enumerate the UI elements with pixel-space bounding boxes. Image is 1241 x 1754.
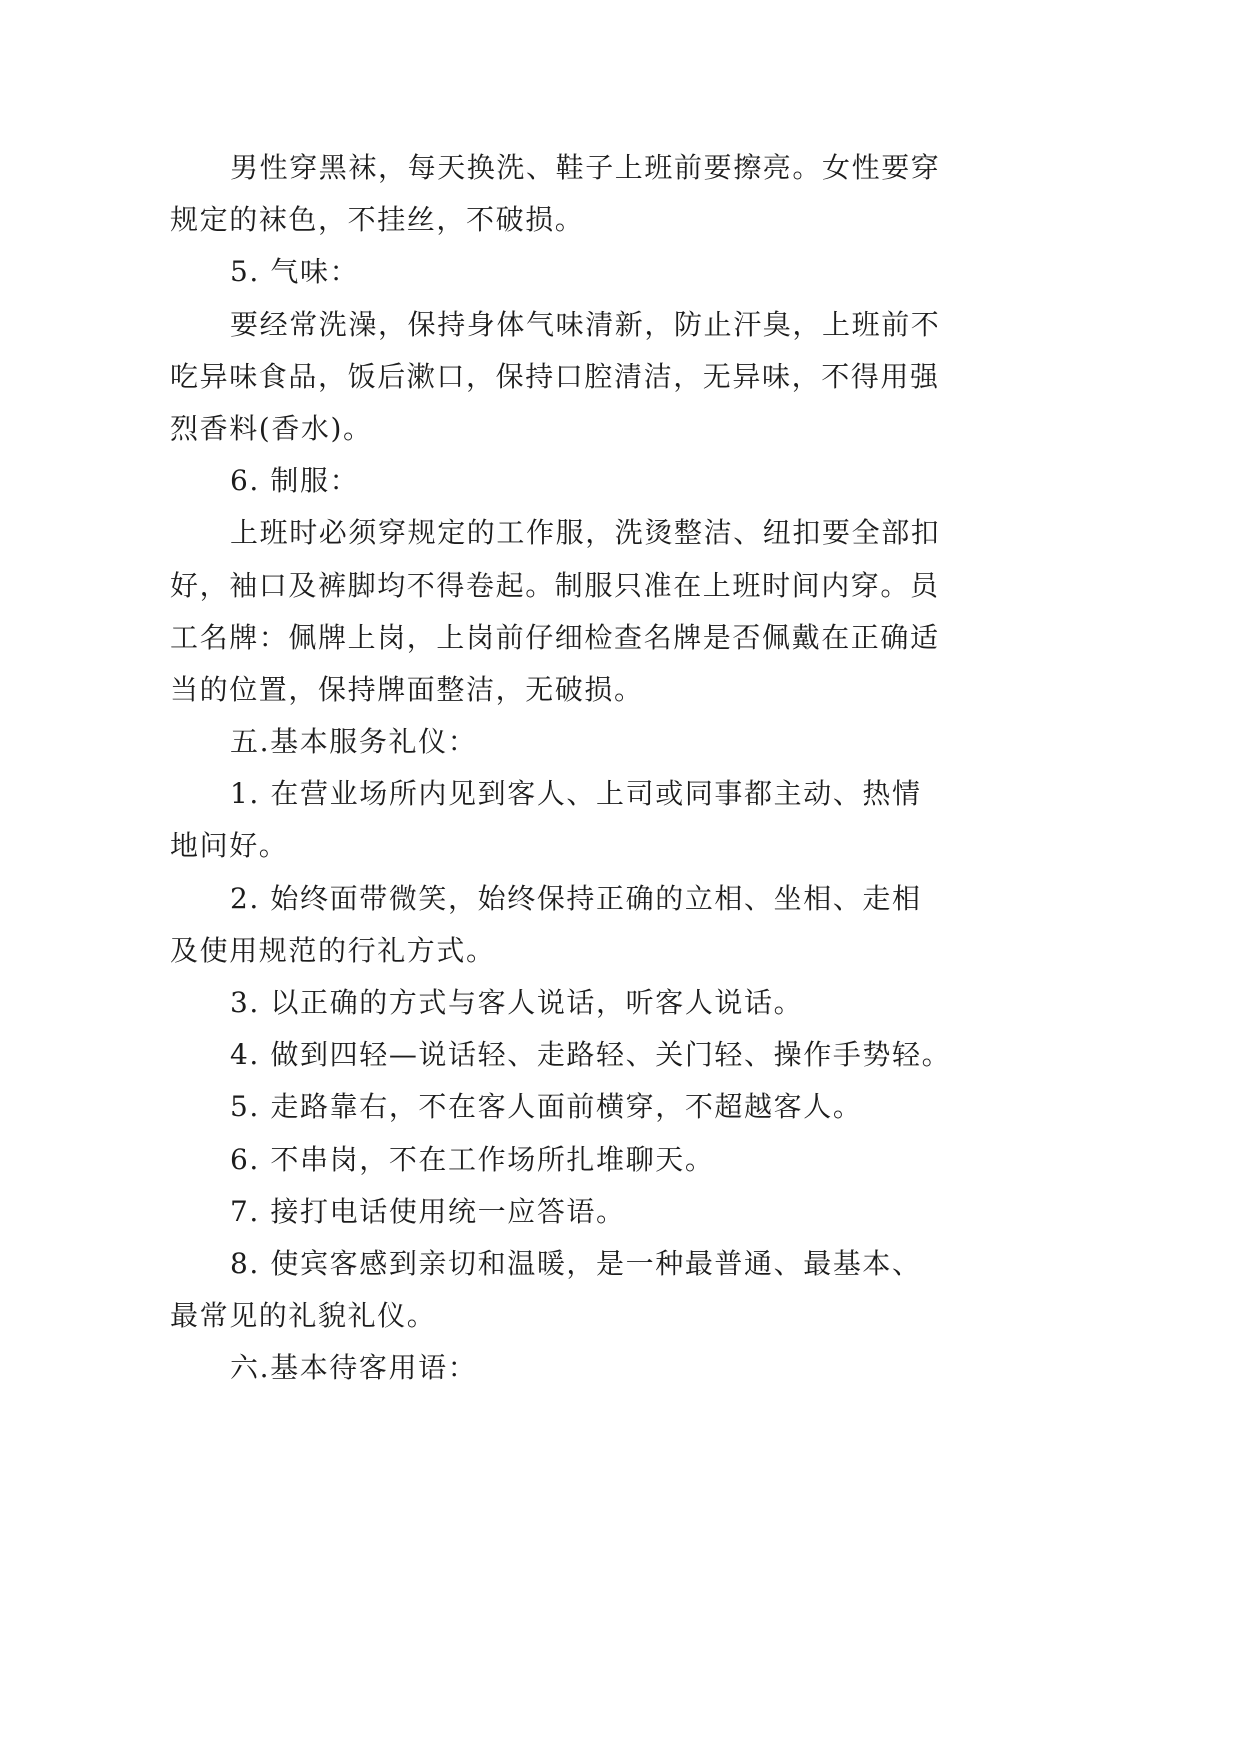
- text-line: 男性穿黑袜，每天换洗、鞋子上班前要擦亮。女性要穿: [230, 151, 941, 184]
- heading-smell: [170, 246, 1041, 298]
- section-heading-service-etiquette: [170, 716, 1041, 768]
- list-item: [170, 1081, 1041, 1133]
- text-line: 6. 不串岗，不在工作场所扎堆聊天。: [230, 1142, 715, 1176]
- text-line: 7. 接打电话使用统一应答语。: [230, 1194, 626, 1228]
- text-line: 2. 始终面带微笑，始终保持正确的立相、坐相、走相: [230, 881, 922, 915]
- text-line: 最常见的礼貌礼仪。: [170, 1299, 437, 1333]
- text-line: 6. 制服：: [230, 464, 360, 498]
- list-item: [170, 977, 1041, 1029]
- text-line: 地问好。: [170, 829, 289, 863]
- text-line: 规定的袜色，不挂丝，不破损。: [170, 203, 585, 237]
- text-line: 六.基本待客用语：: [230, 1351, 478, 1385]
- paragraph-socks: [170, 142, 1041, 246]
- text-line: 五.基本服务礼仪：: [230, 725, 478, 759]
- text-line: 好，袖口及裤脚均不得卷起。制服只准在上班时间内穿。员: [170, 568, 940, 602]
- text-line: 吃异味食品，饭后漱口，保持口腔清洁，无异味，不得用强: [170, 359, 940, 393]
- text-line: 上班时必须穿规定的工作服，洗烫整洁、纽扣要全部扣: [230, 516, 941, 550]
- text-line: 1. 在营业场所内见到客人、上司或同事都主动、热情: [230, 777, 922, 811]
- paragraph-smell: [170, 299, 1041, 456]
- text-line: 当的位置，保持牌面整洁，无破损。: [170, 672, 644, 706]
- text-line: 及使用规范的行礼方式。: [170, 933, 496, 967]
- text-line: 工名牌：佩牌上岗，上岗前仔细检查名牌是否佩戴在正确适: [170, 620, 940, 654]
- list-item: [170, 1186, 1041, 1238]
- heading-uniform: [170, 455, 1041, 507]
- section-heading-greeting-phrases: [170, 1342, 1041, 1394]
- paragraph-uniform: [170, 507, 1041, 716]
- list-item: [170, 1238, 1041, 1342]
- text-line: 烈香料(香水)。: [170, 411, 373, 445]
- list-item: [170, 1029, 1041, 1081]
- text-line: 5. 气味：: [230, 255, 360, 289]
- list-item: [170, 1134, 1041, 1186]
- text-line: 5. 走路靠右，不在客人面前横穿，不超越客人。: [230, 1090, 863, 1124]
- list-item: [170, 768, 1041, 872]
- text-line: 4. 做到四轻—说话轻、走路轻、关门轻、操作手势轻。: [230, 1038, 952, 1072]
- list-item: [170, 873, 1041, 977]
- text-line: 3. 以正确的方式与客人说话，听客人说话。: [230, 986, 804, 1019]
- text-line: 要经常洗澡，保持身体气味清新，防止汗臭，上班前不: [230, 307, 941, 341]
- text-line: 8. 使宾客感到亲切和温暖，是一种最普通、最基本、: [230, 1246, 922, 1280]
